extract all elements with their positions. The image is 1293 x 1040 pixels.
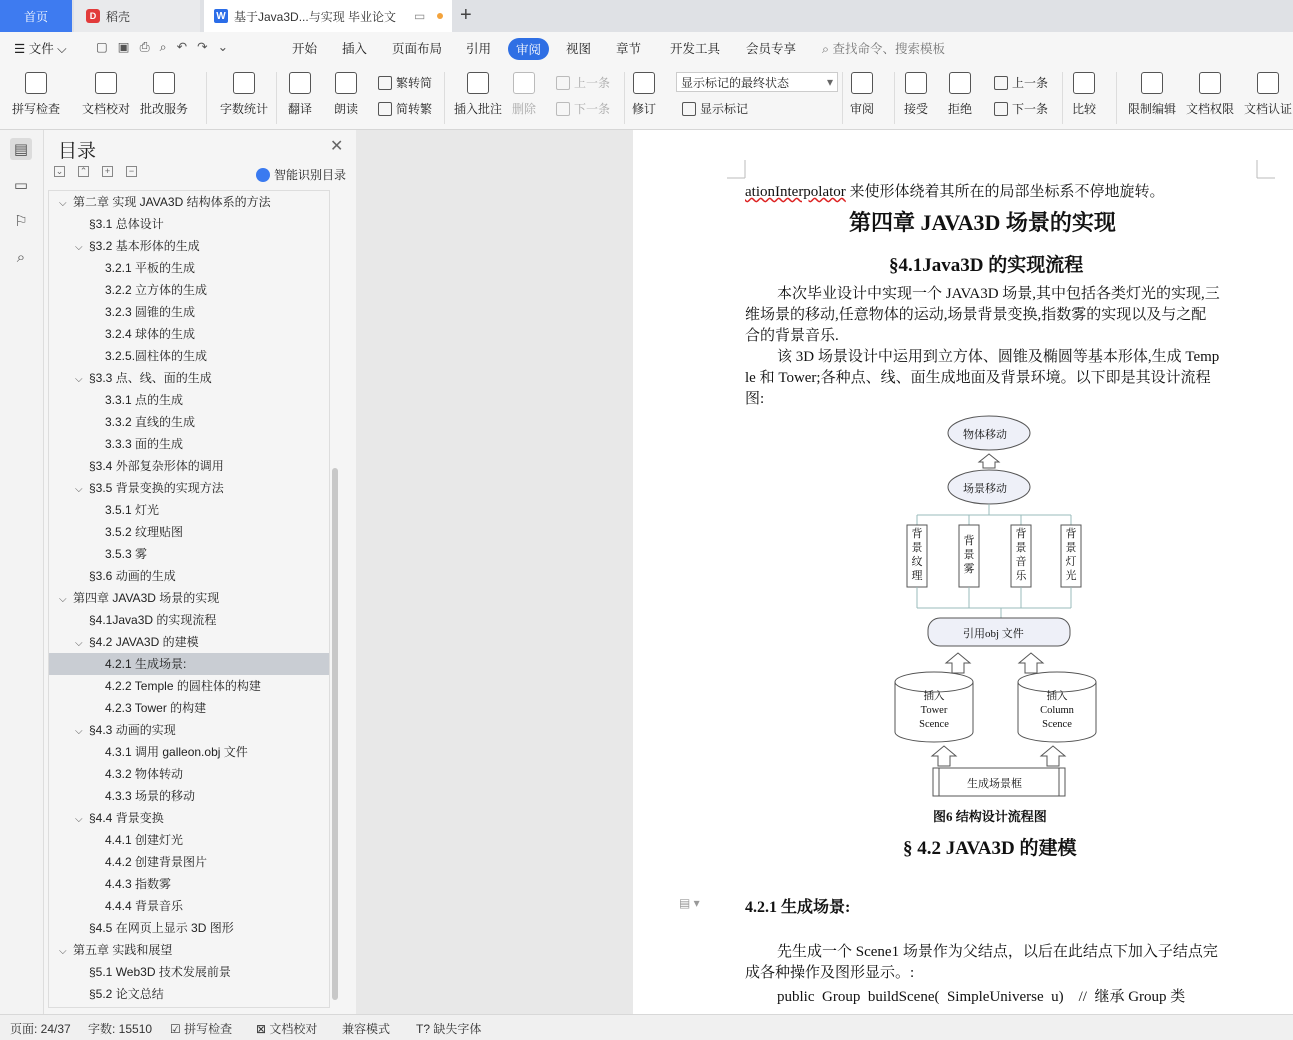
tab-document[interactable] <box>204 0 452 32</box>
review-ribbon <box>0 66 1293 130</box>
node-bg-light-label: 背景灯光 <box>1065 528 1077 582</box>
toc-item[interactable] <box>49 829 329 851</box>
tab-daoke[interactable] <box>74 0 200 32</box>
tab-home[interactable] <box>0 0 72 32</box>
toc-item[interactable] <box>49 631 329 653</box>
toc-item-label: 4.3.2 物体转动 <box>105 767 184 781</box>
toc-item-label: 3.3.3 面的生成 <box>105 437 184 451</box>
toc-panel <box>44 130 356 1014</box>
show-markup-button[interactable] <box>682 100 748 117</box>
tower-line-2: Tower <box>920 705 948 716</box>
menu-bar <box>0 32 1293 66</box>
toc-item[interactable] <box>49 851 329 873</box>
proofread-status-label: 文档校对 <box>269 1022 318 1036</box>
toc-item-label: 4.4.3 指数雾 <box>105 877 172 891</box>
tab-reference[interactable]: 引用 <box>466 42 492 56</box>
toc-item[interactable] <box>49 235 329 257</box>
para-1-line-1: 本次毕业设计中实现一个 JAVA3D 场景,其中包括各类灯光的实现,三 <box>777 286 1220 302</box>
tab-bar <box>0 0 1293 32</box>
toc-item[interactable] <box>49 433 329 455</box>
code-line: public Group buildScene( SimpleUniverse u) // 继承 Group 类 <box>777 989 1186 1005</box>
column-line-3: Scence <box>1042 719 1072 730</box>
proof-icon: ⊠ <box>256 1022 267 1036</box>
node-move-scene-label: 场景移动 <box>963 483 1007 495</box>
document-page[interactable] <box>633 130 1293 1014</box>
para-1-line-3: 合的背景音乐. <box>745 328 839 344</box>
next-comment-button[interactable] <box>556 100 610 117</box>
para-3 <box>745 942 1218 984</box>
track-changes-icon <box>633 72 655 94</box>
toc-item[interactable] <box>49 587 329 609</box>
read-aloud-icon <box>335 72 357 94</box>
toc-item[interactable] <box>49 565 329 587</box>
show-markup-label: 显示标记 <box>700 102 749 116</box>
prev-change-icon <box>994 76 1008 90</box>
toc-item-label: §4.2 JAVA3D 的建模 <box>89 635 199 649</box>
toc-item[interactable] <box>49 521 329 543</box>
translate-icon <box>289 72 311 94</box>
toc-item-label: §5.2 论文总结 <box>89 987 164 1001</box>
toc-item[interactable] <box>49 345 329 367</box>
delete-comment-button[interactable] <box>512 72 536 117</box>
toc-item[interactable] <box>49 323 329 345</box>
reject-icon <box>949 72 971 94</box>
toc-item-label: 第四章 JAVA3D 场景的实现 <box>73 591 220 605</box>
chevron-down-icon[interactable]: ⌵ <box>59 946 67 957</box>
doc-permission-button[interactable] <box>1186 72 1234 117</box>
tab-view[interactable]: 视图 <box>566 42 592 56</box>
node-bg-music-label: 背景音乐 <box>1015 528 1027 582</box>
para-1-line-2: 维场景的移动,任意物体的运动,场景背景变换,指数雾的实现以及与之配 <box>745 307 1207 323</box>
search-icon: ⌕ <box>822 42 830 56</box>
toc-item-label: §3.2 基本形体的生成 <box>89 239 200 253</box>
toc-item-label: 第二章 实现 JAVA3D 结构体系的方法 <box>73 195 271 209</box>
toc-item-label: 第五章 实践和展望 <box>73 943 173 957</box>
toc-item[interactable] <box>49 411 329 433</box>
chevron-down-icon[interactable]: ⌵ <box>75 374 83 385</box>
unsaved-dot-icon <box>437 13 443 19</box>
accept-icon <box>905 72 927 94</box>
subsection-4-2-1-heading: 4.2.1 生成场景: <box>745 899 851 916</box>
expand-all-icon[interactable]: ⌃ <box>79 166 88 176</box>
read-aloud-button[interactable] <box>334 72 358 117</box>
doc-line-0-rest: 来使形体绕着其所在的局部坐标系不停地旋转。 <box>845 184 1165 200</box>
toc-item[interactable] <box>49 609 329 631</box>
toc-item[interactable] <box>49 807 329 829</box>
new-tab-button[interactable]: + <box>460 4 472 26</box>
toc-item-label: 4.4.2 创建背景图片 <box>105 855 208 869</box>
add-item-icon[interactable]: + <box>102 166 113 177</box>
certificate-icon <box>1257 72 1279 94</box>
insert-comment-label: 插入批注 <box>454 102 503 116</box>
toc-item[interactable] <box>49 873 329 895</box>
toc-item-label: 4.3.1 调用 galleon.obj 文件 <box>105 745 248 759</box>
toc-item[interactable] <box>49 763 329 785</box>
command-search[interactable] <box>822 39 945 57</box>
trad-to-simp-label: 繁转简 <box>396 76 433 90</box>
chevron-down-icon[interactable]: ⌵ <box>59 198 67 209</box>
para-3-line-1: 先生成一个 Scene1 场景作为父结点，以后在此结点下加入子结点完 <box>777 944 1218 960</box>
toc-item[interactable] <box>49 741 329 763</box>
missing-font-icon: T? <box>416 1022 431 1036</box>
toc-item[interactable] <box>49 499 329 521</box>
tab-layout[interactable]: 页面布局 <box>392 42 443 56</box>
node-move-object-label: 物体移动 <box>963 429 1007 441</box>
spell-check-icon <box>25 72 47 94</box>
toc-item[interactable] <box>49 477 329 499</box>
read-aloud-label: 朗读 <box>334 102 359 116</box>
doc-cert-button[interactable] <box>1244 72 1292 117</box>
tab-insert[interactable]: 插入 <box>342 42 368 56</box>
tab-home-label: 首页 <box>23 9 48 24</box>
prev-change-button[interactable] <box>994 74 1048 91</box>
toc-item-label: §3.5 背景变换的实现方法 <box>89 481 224 495</box>
chevron-down-icon: ▾ <box>826 75 833 89</box>
chapter-heading: 第四章 JAVA3D 场景的实现 <box>849 210 1116 235</box>
toc-item-label: 3.3.2 直线的生成 <box>105 415 196 429</box>
spell-check-status-label: 拼写检查 <box>184 1022 233 1036</box>
toc-item[interactable] <box>49 455 329 477</box>
missing-font-label: 缺失字体 <box>433 1022 482 1036</box>
toc-item-label: §3.6 动画的生成 <box>89 569 176 583</box>
prev-change-label: 上一条 <box>1012 76 1049 90</box>
para-2-line-2: le 和 Tower;各种点、线、面生成地面及背景环境。以下即是其设计流程 <box>745 370 1211 386</box>
toc-item-label: §4.4 背景变换 <box>89 811 164 825</box>
toc-item-label: 3.5.3 雾 <box>105 547 148 561</box>
toc-item[interactable] <box>49 675 329 697</box>
monitor-icon[interactable]: ▭ <box>414 9 426 23</box>
page-gutter <box>356 130 633 1014</box>
batch-icon <box>153 72 175 94</box>
delete-comment-icon <box>513 72 535 94</box>
toc-item[interactable] <box>49 719 329 741</box>
next-change-label: 下一条 <box>1012 102 1049 116</box>
review-pane-button[interactable] <box>850 72 874 117</box>
next-change-button[interactable] <box>994 100 1048 117</box>
chevron-down-icon[interactable]: ⌵ <box>75 638 83 649</box>
word-count-status[interactable]: 字数: 15510 <box>88 1022 153 1036</box>
permission-icon <box>1199 72 1221 94</box>
toc-scrollbar[interactable] <box>332 468 338 1000</box>
para-2-line-1: 该 3D 场景设计中运用到立方体、圆锥及椭圆等基本形体,生成 Temp <box>777 349 1220 365</box>
tab-dev[interactable]: 开发工具 <box>670 42 721 56</box>
tab-start[interactable]: 开始 <box>292 42 318 56</box>
toc-item[interactable] <box>49 653 330 675</box>
reject-label: 拒绝 <box>948 102 973 116</box>
writer-doc-icon: W <box>214 9 228 23</box>
smart-toc-icon <box>256 168 270 182</box>
trad-simp-icon <box>378 76 392 90</box>
smart-toc-label: 智能识别目录 <box>274 168 347 182</box>
column-line-2: Column <box>1040 705 1074 716</box>
spell-error-word: ationInterpolator <box>745 184 846 200</box>
compare-label: 比较 <box>1072 102 1097 116</box>
review-pane-icon <box>851 72 873 94</box>
missing-font-status[interactable] <box>416 1020 481 1037</box>
toc-item-label: 3.2.3 圆锥的生成 <box>105 305 196 319</box>
bookmark-icon[interactable]: ⚐ <box>14 213 28 230</box>
file-menu[interactable]: ☰ 文件 ⌵ <box>14 42 67 56</box>
daoke-logo-icon: D <box>86 9 100 23</box>
quick-access-toolbar[interactable]: ▢▣⎙⌕↶↷⌄ <box>96 40 239 54</box>
toc-item-label: §5.1 Web3D 技术发展前景 <box>89 965 231 979</box>
proofread-status[interactable] <box>256 1020 317 1037</box>
checkbox-icon: ☑ <box>170 1022 181 1036</box>
toc-item[interactable] <box>49 257 329 279</box>
toc-nav-icon[interactable]: ▤ <box>10 138 32 160</box>
chevron-down-icon[interactable]: ⌵ <box>75 814 83 825</box>
markup-state-value: 显示标记的最终状态 <box>681 75 790 90</box>
toc-item[interactable] <box>49 961 329 983</box>
para-3-line-2: 成各种操作及图形显示。: <box>745 965 915 981</box>
toc-item[interactable] <box>49 697 329 719</box>
track-changes-button[interactable] <box>632 72 656 117</box>
simp-to-trad-button[interactable] <box>378 100 432 117</box>
node-tower-label <box>895 690 973 732</box>
toc-item-label: 4.2.2 Temple 的圆柱体的构建 <box>105 679 261 693</box>
tower-line-3: Scence <box>919 719 949 730</box>
prev-comment-label: 上一条 <box>574 76 611 90</box>
node-bg-fog-label: 背景雾 <box>963 535 975 575</box>
prev-comment-button[interactable] <box>556 74 610 91</box>
proofread-label: 文档校对 <box>82 102 131 116</box>
next-comment-label: 下一条 <box>574 102 611 116</box>
chapter-nav-icon[interactable]: ▭ <box>13 177 29 194</box>
command-search-placeholder: 查找命令、搜索模板 <box>832 42 946 56</box>
toc-item-label: 4.2.1 生成场景: <box>105 657 187 671</box>
chevron-down-icon[interactable]: ⌵ <box>75 726 83 737</box>
page-indicator[interactable]: 页面: 24/37 <box>10 1022 71 1036</box>
compare-icon <box>1073 72 1095 94</box>
simp-trad-icon <box>378 102 392 116</box>
node-ref-obj-label: 引用obj 文件 <box>963 628 1024 640</box>
translate-label: 翻译 <box>288 102 313 116</box>
review-pane-label: 审阅 <box>850 102 875 116</box>
toc-item[interactable] <box>49 389 329 411</box>
spell-check-button[interactable] <box>12 72 60 117</box>
batch-service-button[interactable] <box>140 72 188 117</box>
word-count-icon <box>233 72 255 94</box>
trad-to-simp-button[interactable] <box>378 74 432 91</box>
toc-item-label: 3.2.1 平板的生成 <box>105 261 196 275</box>
side-nav <box>0 130 44 1014</box>
toc-item[interactable] <box>49 917 329 939</box>
chevron-down-icon[interactable]: ⌵ <box>59 594 67 605</box>
arrow-up-icon <box>1019 653 1043 673</box>
next-comment-icon <box>556 102 570 116</box>
arrow-up-icon <box>979 454 999 468</box>
arrow-up-icon <box>932 746 956 766</box>
toc-item-label: §3.4 外部复杂形体的调用 <box>89 459 224 473</box>
node-generate-scene-label: 生成场景框 <box>967 778 1022 790</box>
proofread-icon <box>95 72 117 94</box>
toc-item-label: 4.4.4 背景音乐 <box>105 899 184 913</box>
word-count-label: 字数统计 <box>220 102 269 116</box>
toc-item-label: 4.3.3 场景的移动 <box>105 789 196 803</box>
toc-item[interactable] <box>49 301 329 323</box>
insert-comment-button[interactable] <box>454 72 502 117</box>
toc-item-label: §4.3 动画的实现 <box>89 723 176 737</box>
word-count-button[interactable] <box>220 72 268 117</box>
file-menu-label: 文件 <box>28 42 54 56</box>
toc-item-label: 4.2.3 Tower 的构建 <box>105 701 207 715</box>
lock-icon <box>1141 72 1163 94</box>
column-line-1: 插入 <box>1046 691 1068 702</box>
proofread-button[interactable] <box>82 72 130 117</box>
toc-item-label: 3.3.1 点的生成 <box>105 393 184 407</box>
close-icon[interactable]: ✕ <box>330 138 344 155</box>
tab-member[interactable]: 会员专享 <box>746 42 797 56</box>
prev-comment-icon <box>556 76 570 90</box>
next-change-icon <box>994 102 1008 116</box>
tower-line-1: 插入 <box>923 691 945 702</box>
tab-daoke-label: 稻壳 <box>106 9 131 24</box>
arrow-up-icon <box>1041 746 1065 766</box>
toc-item[interactable] <box>49 213 329 235</box>
search-icon[interactable]: ⌕ <box>16 248 26 266</box>
tab-chapter[interactable]: 章节 <box>616 42 642 56</box>
simp-to-trad-label: 简转繁 <box>396 102 433 116</box>
chevron-down-icon[interactable]: ⌵ <box>75 484 83 495</box>
toc-item[interactable] <box>49 983 329 1005</box>
toc-item[interactable] <box>49 939 329 961</box>
toc-item[interactable] <box>49 191 329 213</box>
remove-item-icon[interactable]: − <box>126 166 137 177</box>
reject-button[interactable] <box>948 72 972 117</box>
doc-cert-label: 文档认证 <box>1244 102 1293 116</box>
toc-item-label: §4.5 在网页上显示 3D 图形 <box>89 921 234 935</box>
toc-item[interactable] <box>49 895 329 917</box>
batch-service-label: 批改服务 <box>140 102 189 116</box>
chevron-down-icon[interactable]: ⌵ <box>75 242 83 253</box>
toc-item-label: §3.3 点、线、面的生成 <box>89 371 212 385</box>
toc-title: 目录 <box>58 141 97 162</box>
node-bg-texture-label: 背景纹理 <box>911 528 923 582</box>
show-markup-icon <box>682 102 696 116</box>
comment-icon <box>467 72 489 94</box>
toc-list <box>48 190 330 1008</box>
status-bar <box>0 1014 1293 1040</box>
figure-caption: 图6 结构设计流程图 <box>933 809 1047 824</box>
toc-item-label: 3.5.1 灯光 <box>105 503 160 517</box>
accept-label: 接受 <box>904 102 929 116</box>
translate-button[interactable] <box>288 72 312 117</box>
paragraph-options-icon[interactable]: ▤ ▾ <box>679 896 700 910</box>
toc-item[interactable] <box>49 543 329 565</box>
toc-item-label: 4.4.1 创建灯光 <box>105 833 184 847</box>
arrow-up-icon <box>946 653 970 673</box>
toc-item-label: 3.5.2 纹理贴图 <box>105 525 184 539</box>
tab-review[interactable]: 审阅 <box>508 38 549 60</box>
toc-item-label: 3.2.2 立方体的生成 <box>105 283 208 297</box>
toc-item-label: §4.1Java3D 的实现流程 <box>89 613 217 627</box>
accept-button[interactable] <box>904 72 928 117</box>
compare-button[interactable] <box>1072 72 1096 117</box>
para-2-line-3: 图: <box>745 391 765 407</box>
toc-item[interactable] <box>49 367 329 389</box>
compat-mode-status[interactable]: 兼容模式 <box>342 1022 391 1036</box>
toc-item-label: 3.2.5.圆柱体的生成 <box>105 349 208 363</box>
smart-toc-button[interactable] <box>256 166 346 183</box>
spell-check-label: 拼写检查 <box>12 102 61 116</box>
spell-check-status[interactable] <box>170 1020 232 1037</box>
toc-item-label: 3.2.4 球体的生成 <box>105 327 196 341</box>
toc-item[interactable] <box>49 785 329 807</box>
tab-document-label: 基于Java3D...与实现 毕业论文 <box>234 9 397 24</box>
section-4-2-heading: § 4.2 JAVA3D 的建模 <box>903 838 1077 859</box>
toc-item-label: §3.1 总体设计 <box>89 217 164 231</box>
section-4-1-heading: §4.1Java3D 的实现流程 <box>889 255 1084 276</box>
node-column-label <box>1018 690 1096 732</box>
track-changes-label: 修订 <box>632 102 657 116</box>
restrict-editing-button[interactable] <box>1128 72 1176 117</box>
toc-item[interactable] <box>49 279 329 301</box>
markup-state-select[interactable] <box>676 72 838 92</box>
restrict-editing-label: 限制编辑 <box>1128 102 1177 116</box>
collapse-all-icon[interactable]: ⌄ <box>55 166 64 176</box>
delete-comment-label: 删除 <box>512 102 537 116</box>
doc-permission-label: 文档权限 <box>1186 102 1235 116</box>
